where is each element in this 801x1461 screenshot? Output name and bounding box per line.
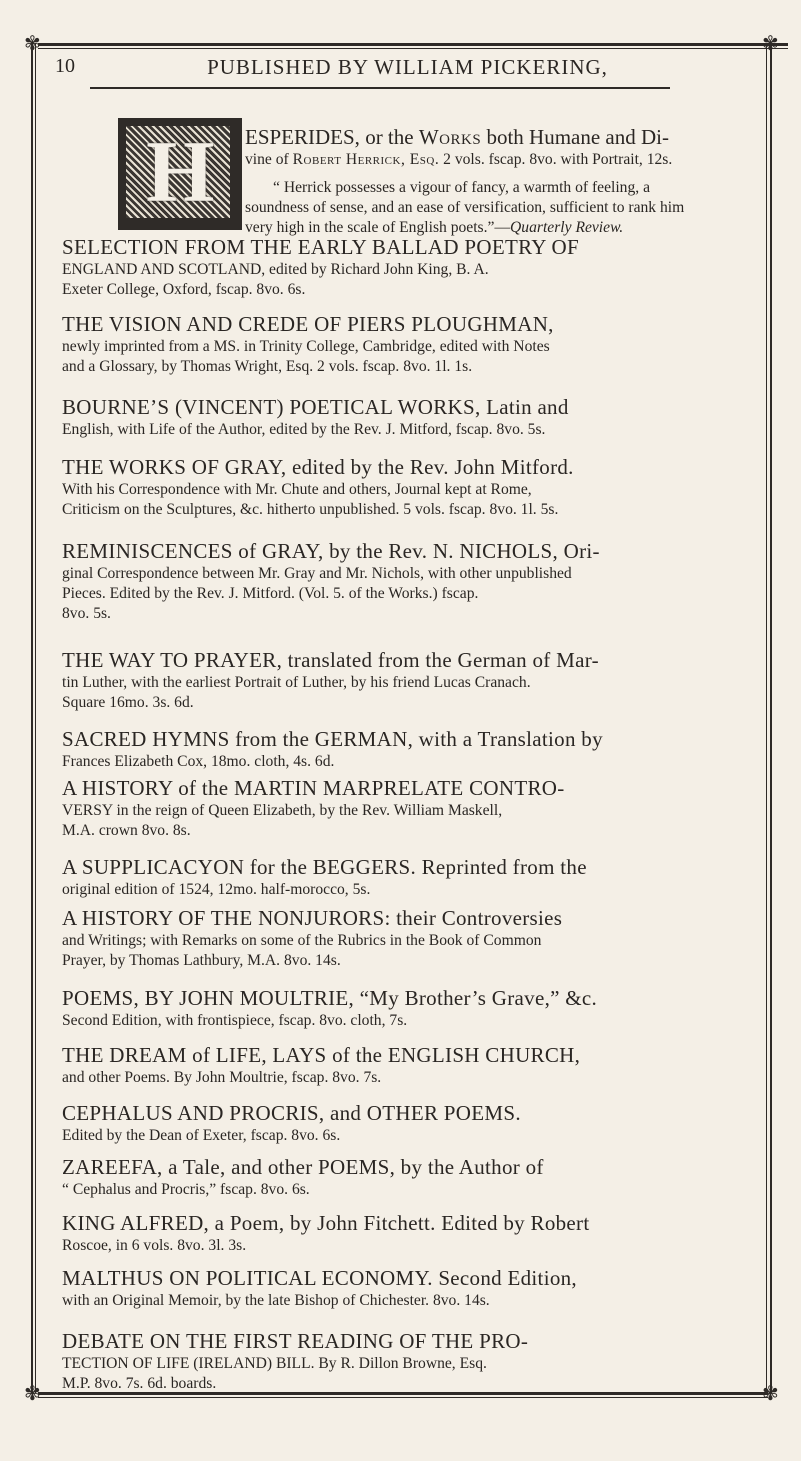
entry-line: VERSY in the reign of Queen Elizabeth, by the Rev. William Maskell, <box>62 802 503 819</box>
catalogue-entry <box>62 1101 764 1146</box>
entry-line: and other Poems. By John Moultrie, fscap. 8vo. 7s. <box>62 1069 382 1086</box>
entry-line: Roscoe, in 6 vols. 8vo. 3l. 3s. <box>62 1237 247 1254</box>
bottom-border-thin <box>38 1397 768 1398</box>
entry-text: or the <box>365 125 414 149</box>
page-number: 10 <box>55 55 75 77</box>
entry-heading: KING ALFRED, a Poem, by John Fitchett. Edited by Robert <box>62 1211 590 1235</box>
entry-line: ENGLAND AND SCOTLAND, edited by Richard John King, B. A. <box>62 261 489 278</box>
entry-heading: A HISTORY OF THE NONJURORS: their Controversies <box>62 906 563 930</box>
left-border-thin <box>35 43 36 1393</box>
entry-text: both Humane and Di- <box>486 125 669 149</box>
entry-line: Prayer, by Thomas Lathbury, M.A. 8vo. 14s. <box>62 952 341 969</box>
entry-heading: MALTHUS ON POLITICAL ECONOMY. Second Edition, <box>62 1266 577 1290</box>
corner-ornament-icon: ✾ <box>24 1383 41 1405</box>
catalogue-entry <box>62 235 764 300</box>
entry-line: ginal Correspondence between Mr. Gray and Mr. Nichols, with other unpublished <box>62 565 572 582</box>
catalogue-entry <box>62 395 764 440</box>
catalogue-entry <box>62 1329 764 1394</box>
entry-heading: A SUPPLICACYON for the BEGGERS. Reprinted from the <box>62 855 587 879</box>
catalogue-entry <box>62 1155 764 1200</box>
entry-heading: SELECTION FROM THE EARLY BALLAD POETRY OF <box>62 235 579 259</box>
entry-line: and Writings; with Remarks on some of the Rubrics in the Book of Common <box>62 932 542 949</box>
entry-line: Criticism on the Sculptures, &c. hitherto unpublished. 5 vols. fscap. 8vo. 1l. 5s. <box>62 501 559 518</box>
right-border-thin <box>766 43 767 1393</box>
catalogue-entry <box>62 906 764 971</box>
entry-line <box>245 150 765 170</box>
catalogue-entry <box>62 727 764 772</box>
entry-line: TECTION OF LIFE (IRELAND) BILL. By R. Dillon Browne, Esq. <box>62 1355 487 1372</box>
catalogue-entry <box>62 986 764 1031</box>
entry-line: Second Edition, with frontispiece, fscap. 8vo. cloth, 7s. <box>62 1012 408 1029</box>
entry-heading <box>245 125 765 150</box>
entry-text: 2 vols. fscap. 8vo. with Portrait, 12s. <box>443 151 673 168</box>
entry-author: Robert Herrick, Esq. <box>292 151 440 168</box>
entry-line: English, with Life of the Author, edited by the Rev. J. Mitford, fscap. 8vo. 5s. <box>62 421 546 438</box>
entry-line: M.A. crown 8vo. 8s. <box>62 822 191 839</box>
page-title: PUBLISHED BY WILLIAM PICKERING, <box>207 55 608 79</box>
entry-line: Square 16mo. 3s. 6d. <box>62 694 194 711</box>
entry-heading: THE WORKS OF GRAY, edited by the Rev. John Mitford. <box>62 455 574 479</box>
catalogue-entry <box>62 648 764 713</box>
top-border-thin <box>38 48 788 49</box>
entry-heading: CEPHALUS AND PROCRIS, and OTHER POEMS. <box>62 1101 521 1125</box>
corner-ornament-icon: ✾ <box>24 33 41 55</box>
corner-ornament-icon: ✾ <box>762 1383 779 1405</box>
entry-title: ESPERIDES, <box>245 125 360 149</box>
entry-line: Pieces. Edited by the Rev. J. Mitford. (Vol. 5. of the Works.) fscap. <box>62 585 479 602</box>
right-border <box>770 43 772 1393</box>
catalogue-entry <box>62 1266 764 1311</box>
entry-heading: A HISTORY of the MARTIN MARPRELATE CONTRO- <box>62 776 565 800</box>
entry-line: and a Glossary, by Thomas Wright, Esq. 2 vols. fscap. 8vo. 1l. 1s. <box>62 358 473 375</box>
entry-heading: DEBATE ON THE FIRST READING OF THE PRO- <box>62 1329 529 1353</box>
entry-heading: SACRED HYMNS from the GERMAN, with a Translation by <box>62 727 603 751</box>
left-border <box>31 43 33 1393</box>
entry-heading: BOURNE’S (VINCENT) POETICAL WORKS, Latin and <box>62 395 569 419</box>
entry-text: Works <box>418 125 482 149</box>
entry-text: vine of <box>245 151 289 168</box>
catalogue-entry <box>62 1043 764 1088</box>
entry-heading: REMINISCENCES of GRAY, by the Rev. N. NICHOLS, Ori- <box>62 539 600 563</box>
entry-line: Frances Elizabeth Cox, 18mo. cloth, 4s. 6d. <box>62 753 335 770</box>
entry-line: “ Cephalus and Procris,” fscap. 8vo. 6s. <box>62 1181 310 1198</box>
catalogue-entry <box>62 312 764 377</box>
quote-line: “ Herrick possesses a vigour of fancy, a warmth of feeling, a <box>273 179 650 196</box>
entry-heading: THE VISION AND CREDE OF PIERS PLOUGHMAN, <box>62 312 554 336</box>
top-border <box>38 43 788 46</box>
entry-heading: ZAREEFA, a Tale, and other POEMS, by the Author of <box>62 1155 544 1179</box>
catalogue-entry <box>62 539 764 624</box>
entry-line: With his Correspondence with Mr. Chute and others, Journal kept at Rome, <box>62 481 532 498</box>
entry-heading: POEMS, BY JOHN MOULTRIE, “My Brother’s Grave,” &c. <box>62 986 598 1010</box>
entry-heading: THE DREAM of LIFE, LAYS of the ENGLISH CHURCH, <box>62 1043 581 1067</box>
corner-ornament-icon: ✾ <box>762 33 779 55</box>
catalogue-entry <box>62 455 764 520</box>
catalogue-entry <box>62 776 764 841</box>
entry-line: M.P. 8vo. 7s. 6d. boards. <box>62 1375 217 1392</box>
entry-line: newly imprinted from a MS. in Trinity College, Cambridge, edited with Notes <box>62 338 550 355</box>
catalogue-entry <box>62 1211 764 1256</box>
entry-line: with an Original Memoir, by the late Bishop of Chichester. 8vo. 14s. <box>62 1292 490 1309</box>
quote-source: Quarterly Review. <box>510 219 624 236</box>
running-header <box>55 55 760 85</box>
entry-line: Exeter College, Oxford, fscap. 8vo. 6s. <box>62 281 306 298</box>
entry-line: tin Luther, with the earliest Portrait of Luther, by his friend Lucas Cranach. <box>62 674 531 691</box>
entry-line: 8vo. 5s. <box>62 605 111 622</box>
catalogue-entry <box>62 855 764 900</box>
entry-hesperides <box>245 125 765 238</box>
entry-text: very high in the scale of English poets.”— <box>245 219 511 236</box>
initial-letter: H <box>146 124 215 221</box>
decorated-initial <box>118 118 242 230</box>
entry-line: original edition of 1524, 12mo. half-morocco, 5s. <box>62 881 371 898</box>
entry-line: Edited by the Dean of Exeter, fscap. 8vo. 6s. <box>62 1127 341 1144</box>
entry-heading: THE WAY TO PRAYER, translated from the German of Mar- <box>62 648 599 672</box>
header-rule <box>90 87 670 89</box>
quote-line: soundness of sense, and an ease of versification, sufficient to rank him <box>245 199 685 216</box>
